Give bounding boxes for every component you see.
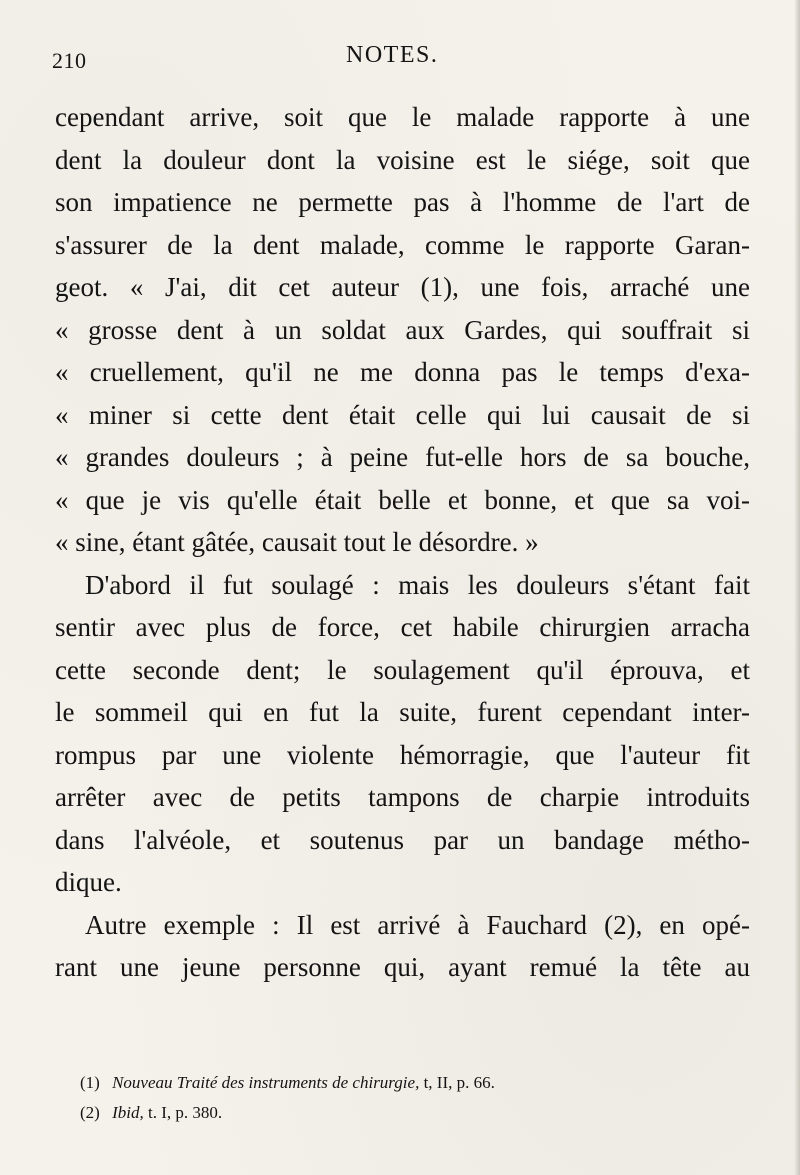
text-line: rompus par une violente hémorragie, que l'auteur fit bbox=[55, 739, 750, 770]
page-edge-shadow bbox=[794, 0, 800, 1175]
footnote-mark: (1) bbox=[80, 1073, 100, 1092]
footnote-title: Ibid, bbox=[112, 1103, 144, 1122]
footnote-reference: t, II, p. 66. bbox=[423, 1073, 495, 1092]
text-line: le sommeil qui en fut la suite, furent cependant inter- bbox=[55, 697, 750, 727]
text-line: son impatience ne permette pas à l'homme de l'art de bbox=[55, 187, 750, 217]
quoted-line: « cruellement, qu'il ne me donna pas le temps d'exa- bbox=[55, 357, 750, 387]
quoted-line: « grandes douleurs ; à peine fut-elle hors de sa bouche, bbox=[55, 442, 750, 472]
text-line: cette seconde dent; le soulagement qu'il éprouva, et bbox=[55, 654, 750, 685]
footnote bbox=[80, 1098, 700, 1128]
quoted-line: « grosse dent à un soldat aux Gardes, qui souffrait si bbox=[55, 314, 750, 345]
text-line: dans l'alvéole, et soutenus par un bandage métho- bbox=[55, 824, 750, 855]
page-number: 210 bbox=[52, 48, 87, 73]
quoted-line: « que je vis qu'elle était belle et bonne, et que sa voi- bbox=[55, 484, 750, 515]
text-line: dent la douleur dont la voisine est le siége, soit que bbox=[55, 144, 750, 175]
text-line: rant une jeune personne qui, ayant remué la tête au bbox=[55, 952, 750, 982]
footnote-reference: t. I, p. 380. bbox=[147, 1103, 223, 1122]
text-line: arrêter avec de petits tampons de charpie introduits bbox=[55, 782, 750, 812]
paragraph-start-line: D'abord il fut soulagé : mais les douleurs s'étant fait bbox=[85, 569, 750, 600]
text-line: dique. bbox=[55, 867, 122, 897]
body-text bbox=[55, 96, 750, 989]
paragraph-start-line: Autre exemple : Il est arrivé à Fauchard (2), en opé- bbox=[85, 909, 750, 940]
footnote-title: Nouveau Traité des instruments de chirurgie, bbox=[112, 1073, 420, 1092]
footnote-mark: (2) bbox=[80, 1103, 100, 1122]
text-line: cependant arrive, soit que le malade rapporte à une bbox=[55, 102, 750, 132]
page-header bbox=[0, 42, 800, 82]
footnotes bbox=[80, 1068, 700, 1128]
quoted-line: « sine, étant gâtée, causait tout le désordre. » bbox=[55, 527, 539, 557]
footnote bbox=[80, 1068, 700, 1098]
text-line: sentir avec plus de force, cet habile chirurgien arracha bbox=[55, 612, 750, 642]
running-head: NOTES. bbox=[346, 42, 439, 68]
text-line: s'assurer de la dent malade, comme le rapporte Garan- bbox=[55, 229, 750, 260]
text-line: geot. « J'ai, dit cet auteur (1), une fois, arraché une bbox=[55, 272, 750, 302]
quoted-line: « miner si cette dent était celle qui lui causait de si bbox=[55, 399, 750, 430]
